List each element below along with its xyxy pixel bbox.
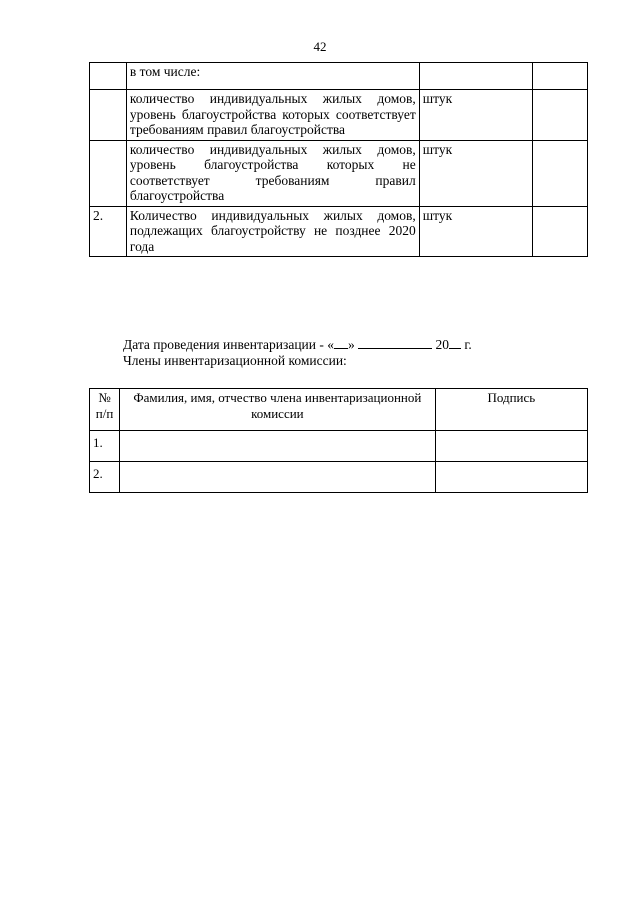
row-number-cell: 2. <box>90 206 127 257</box>
inventory-date-suffix: г. <box>464 337 472 352</box>
header-number: № п/п <box>90 389 120 431</box>
value-cell <box>533 140 588 206</box>
table-row <box>90 90 588 141</box>
table-row <box>90 431 588 462</box>
indicator-name-cell: Количество индивидуальных жилых домов, подлежащих благоустройству не позднее 2020 года <box>126 206 419 257</box>
month-blank-field[interactable] <box>358 336 432 349</box>
unit-cell: штук <box>419 90 533 141</box>
inventory-date-year: 20 <box>435 337 449 352</box>
inventory-date-mid: » <box>348 337 355 352</box>
table-row <box>90 206 588 257</box>
row-number-cell <box>90 140 127 206</box>
page-number: 42 <box>313 39 327 54</box>
indicator-name-cell: количество индивидуальных жилых домов, уровень благоустройства которых не соответствует требованиям правил благоустройства <box>126 140 419 206</box>
table-header-row <box>90 389 588 431</box>
member-number-cell: 2. <box>90 462 120 493</box>
indicator-name-cell: в том числе: <box>126 63 419 90</box>
member-name-cell[interactable] <box>120 462 436 493</box>
commission-members-label: Члены инвентаризационной комиссии: <box>123 353 347 368</box>
table-row <box>90 63 588 90</box>
header-signature: Подпись <box>435 389 587 431</box>
inventory-date-line <box>123 336 472 353</box>
year-blank-field[interactable] <box>449 336 461 349</box>
member-signature-cell[interactable] <box>435 462 587 493</box>
unit-cell <box>419 63 533 90</box>
row-number-cell <box>90 90 127 141</box>
member-number-cell: 1. <box>90 431 120 462</box>
indicator-table <box>89 62 588 257</box>
value-cell <box>533 90 588 141</box>
unit-cell: штук <box>419 140 533 206</box>
indicator-name-cell: количество индивидуальных жилых домов, уровень благоустройства которых соответствует требованиям правил благоустройства <box>126 90 419 141</box>
member-signature-cell[interactable] <box>435 431 587 462</box>
inventory-date-label: Дата проведения инвентаризации - « <box>123 337 334 352</box>
member-name-cell[interactable] <box>120 431 436 462</box>
row-number-cell <box>90 63 127 90</box>
header-full-name: Фамилия, имя, отчество члена инвентаризационной комиссии <box>120 389 436 431</box>
day-blank-field[interactable] <box>334 336 348 349</box>
table-row <box>90 462 588 493</box>
value-cell <box>533 63 588 90</box>
unit-cell: штук <box>419 206 533 257</box>
inventory-info <box>123 336 472 369</box>
table-row <box>90 140 588 206</box>
commission-members-table <box>89 388 588 493</box>
value-cell <box>533 206 588 257</box>
